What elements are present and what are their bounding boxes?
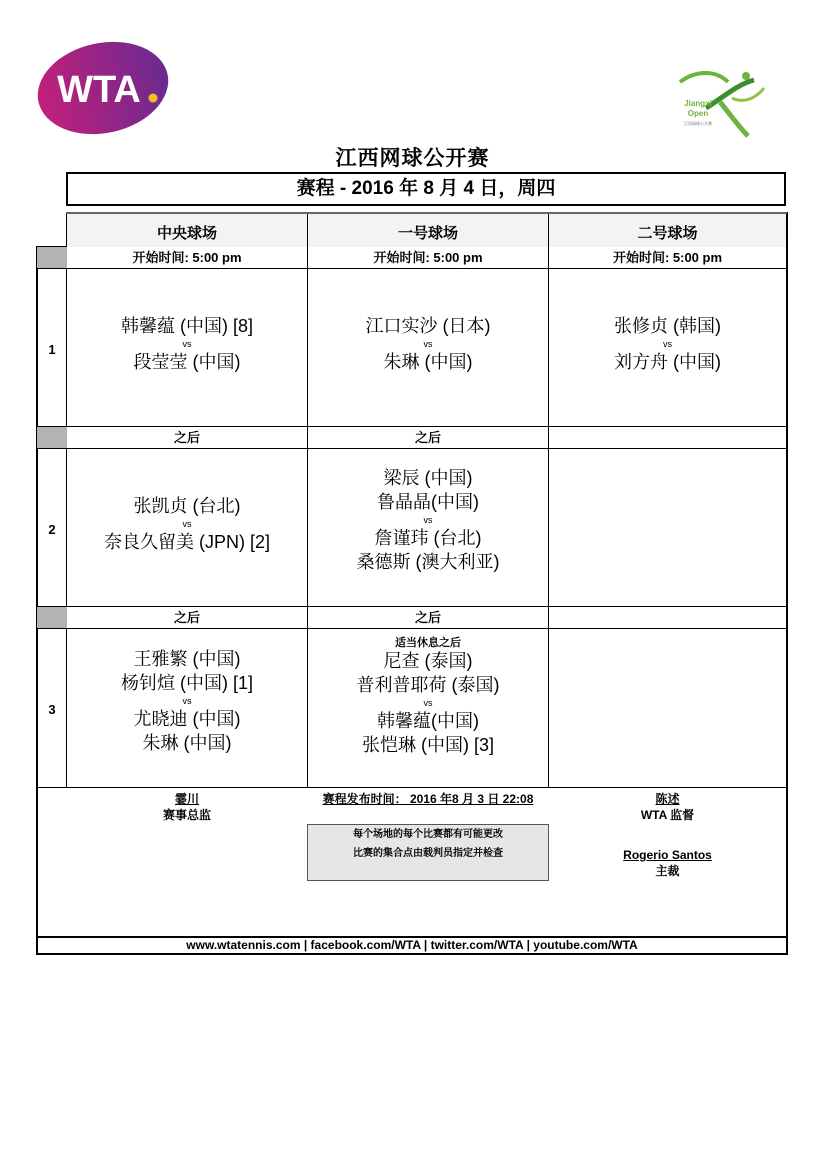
tournament-director xyxy=(67,791,307,823)
event-title: 江西网球公开赛 xyxy=(335,147,490,170)
row-number: 2 xyxy=(48,522,56,537)
supervisor-name: 陈述 xyxy=(655,792,680,806)
release-time: 赛程发布时间： 2016 年8 月 3 日 22:08 xyxy=(322,792,534,806)
footer-links: www.wtatennis.com | facebook.com/WTA | twitter.com/WTA | youtube.com/WTA xyxy=(186,938,638,952)
player: 王雅繁 (中国) xyxy=(133,649,241,669)
player: 奈良久留美 (JPN) [2] xyxy=(103,532,270,552)
umpire-role: 主裁 xyxy=(655,864,680,878)
player: 段莹莹 (中国) xyxy=(133,352,241,372)
row-number: 1 xyxy=(48,342,56,357)
schedule-title: 赛程 - 2016 年 8 月 4 日，周四 xyxy=(66,172,786,206)
start-time-center: 开始时间: 5:00 pm xyxy=(132,250,242,265)
director-name: 霎川 xyxy=(174,792,199,806)
start-time-court2: 开始时间: 5:00 pm xyxy=(612,250,723,265)
match-cell xyxy=(549,314,786,374)
player: 朱琳 (中国) xyxy=(383,352,473,372)
director-role: 赛事总监 xyxy=(162,808,211,822)
player: 尼查 (泰国) xyxy=(383,651,473,671)
match-cell xyxy=(308,314,548,374)
player: 尤晓迪 (中国) xyxy=(133,709,241,729)
wta-logo xyxy=(36,40,170,136)
vs-label: vs xyxy=(182,339,192,349)
supervisor-role: WTA 监督 xyxy=(640,808,695,822)
player: 梁辰 (中国) xyxy=(383,468,473,488)
vs-label: vs xyxy=(423,339,433,349)
checkin-note-box: 比赛的集合点由载判员指定并检查 xyxy=(307,843,549,881)
player: 朱琳 (中国) xyxy=(142,733,232,753)
court-header-center: 中央球场 xyxy=(67,214,307,247)
player: 詹谨玮 (台北) xyxy=(374,528,482,548)
gray-bar xyxy=(37,247,67,268)
match-cell xyxy=(67,494,307,554)
grid-line xyxy=(36,268,787,269)
vs-label: vs xyxy=(182,519,192,529)
after-label: 之后 xyxy=(414,610,441,625)
court-header-court2: 二号球场 xyxy=(549,214,786,247)
umpire-name: Rogerio Santos xyxy=(623,848,712,862)
vs-label: vs xyxy=(423,515,433,525)
player: 刘方舟 (中国) xyxy=(614,352,721,372)
vs-label: vs xyxy=(423,698,433,708)
player: 江口实沙 (日本) xyxy=(365,316,491,336)
player: 韩馨蕴(中国) xyxy=(377,711,479,731)
match-cell xyxy=(308,466,548,574)
grid-line xyxy=(786,212,788,954)
wta-supervisor xyxy=(549,791,786,823)
player: 桑德斯 (澳大利亚) xyxy=(356,552,500,572)
svg-text:Jiangxi: Jiangxi xyxy=(684,99,712,108)
after-label: 之后 xyxy=(173,610,200,625)
match-cell xyxy=(67,314,307,374)
grid-line xyxy=(36,787,787,788)
svg-text:Open: Open xyxy=(687,109,709,118)
row-number: 3 xyxy=(48,702,56,717)
wta-logo-text: WTA xyxy=(57,69,141,111)
player: 杨钊煊 (中国) [1] xyxy=(120,673,253,693)
player: 张凯贞 (台北) xyxy=(133,496,241,516)
gray-bar xyxy=(37,427,67,448)
svg-text:江西网球公开赛: 江西网球公开赛 xyxy=(684,121,712,126)
after-label: 之后 xyxy=(173,430,200,445)
grid-line xyxy=(36,953,788,955)
grid-line xyxy=(548,212,549,788)
court-header-court1: 一号球场 xyxy=(308,214,548,247)
match-cell xyxy=(308,649,548,757)
player: 张恺琳 (中国) [3] xyxy=(361,735,494,755)
player: 张修贞 (韩国) xyxy=(614,316,721,336)
after-label: 之后 xyxy=(414,430,441,445)
chief-umpire xyxy=(549,847,786,879)
vs-label: vs xyxy=(182,696,192,706)
change-note-box: 每个场地的每个比赛都有可能更改 xyxy=(307,824,549,844)
player: 普利普耶荷 (泰国) xyxy=(356,675,500,695)
jiangxi-open-logo xyxy=(676,68,768,144)
match-cell xyxy=(67,647,307,755)
vs-label: vs xyxy=(663,339,672,349)
start-time-court1: 开始时间: 5:00 pm xyxy=(373,250,483,265)
gray-bar xyxy=(37,607,67,628)
rest-note: 适当休息之后 xyxy=(395,637,461,649)
player: 鲁晶晶(中国) xyxy=(377,492,479,512)
player: 韩馨蕴 (中国) [8] xyxy=(120,316,253,336)
